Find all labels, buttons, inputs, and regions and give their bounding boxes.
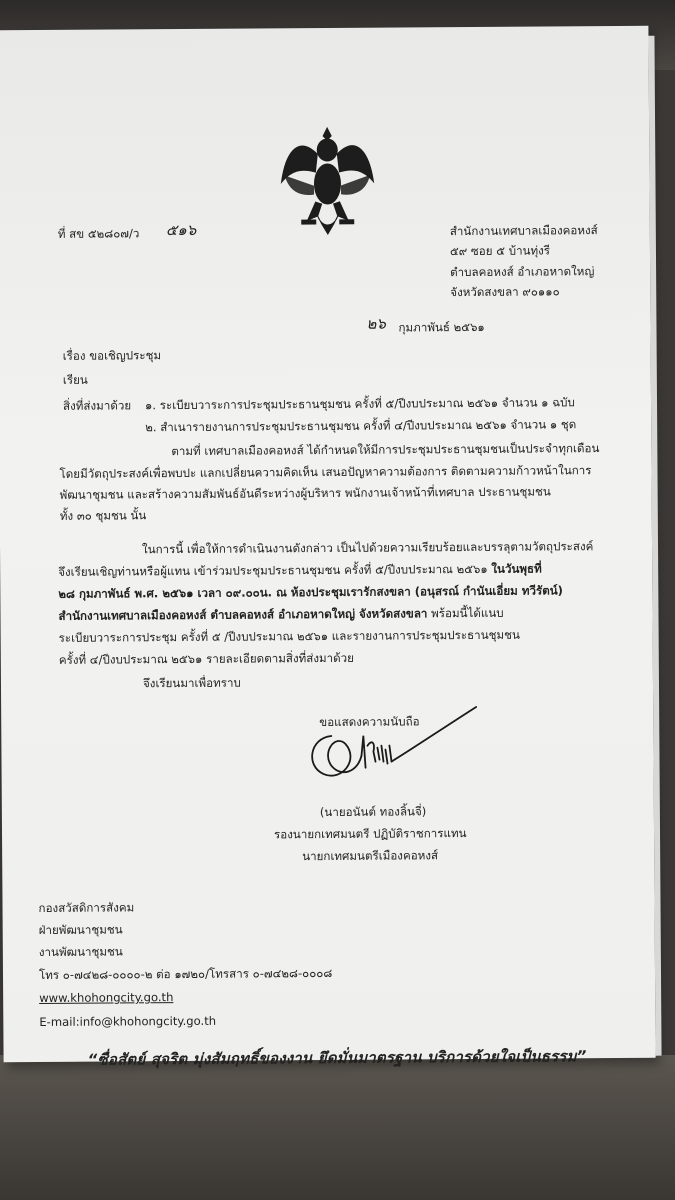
paragraph-2-line-4 [58, 605, 503, 624]
paper-edge [648, 36, 661, 1056]
paragraph-2-line-2-bold: ในวันพุธที่ [491, 561, 542, 576]
department-line-2: ฝ่ายพัฒนาชุมชน [38, 922, 123, 938]
sender-address-line-1: สำนักงานเทศบาลเมืองคอหงส์ [449, 223, 598, 239]
paragraph-1-line-1: ตามที่ เทศบาลเมืองคอหงส์ ได้กำหนดให้มีการประชุมประธานชุมชนเป็นประจำทุกเดือน [171, 441, 600, 459]
website-link: www.khohongcity.go.th [39, 990, 174, 1006]
paragraph-2-line-4-text: พร้อมนี้ได้แนบ [427, 605, 504, 621]
paragraph-2-meeting-datetime: ๒๘ กุมภาพันธ์ พ.ศ. ๒๕๖๑ เวลา ๐๙.๐๐น. ณ ห้องประชุมเรารักสงขลา (อนุสรณ์ กำนันเอี่ยม ทวีรัตน์) [58, 583, 563, 601]
paragraph-2-line-5: ระเบียบวาระการประชุม ครั้งที่ ๕ /ปีงบประมาณ ๒๕๖๑ และรายงานการประชุมประธานชุมชน [58, 627, 520, 645]
signer-title-2: นายกเทศมนตรีเมืองคอหงส์ [302, 848, 439, 864]
letter-date: กุมภาพันธ์ ๒๕๖๑ [398, 319, 485, 335]
department-line-3: งานพัฒนาชุมชน [38, 944, 123, 960]
paragraph-1-line-4: ทั้ง ๓๐ ชุมชน นั้น [59, 508, 147, 523]
sender-address-line-3: ตำบลคอหงส์ อำเภอหาดใหญ่ [450, 264, 595, 280]
signer-name: (นายอนันต์ ทองลิ้นจี่) [319, 804, 427, 820]
contact-phone: โทร ๐-๗๔๒๘-๐๐๐๐-๒ ต่อ ๑๗๒๐/โทรสาร ๐-๗๔๒๘-๐๐๐๘ [38, 965, 333, 983]
letter-subject: เรื่อง ขอเชิญประชุม [62, 348, 162, 363]
closing-request: จึงเรียนมาเพื่อทราบ [142, 675, 241, 691]
enclosure-item-2: ๒. สำเนารายงานการประชุมประธานชุมชน ครั้งที่ ๔/ปีงบประมาณ ๒๕๖๑ จำนวน ๑ ชุด [145, 417, 577, 435]
closing-regards: ขอแสดงความนับถือ [319, 714, 420, 730]
paragraph-2-meeting-venue: สำนักงานเทศบาลเมืองคอหงส์ ตำบลคอหงส์ อำเภอหาดใหญ่ จังหวัดสงขลา [58, 606, 428, 623]
desk-background-bottom [0, 1055, 675, 1200]
paragraph-2-line-2 [58, 560, 542, 579]
garuda-emblem-icon [277, 124, 378, 237]
department-line-1: กองสวัสดิการสังคม [38, 900, 135, 916]
signer-title-1: รองนายกเทศมนตรี ปฏิบัติราชการแทน [273, 826, 467, 842]
enclosure-label: สิ่งที่ส่งมาด้วย [62, 398, 132, 413]
contact-email: E-mail:info@khohongcity.go.th [39, 1013, 217, 1030]
date-day-handwritten: ๒๖ [366, 314, 386, 333]
sender-address-line-2: ๕๙ ซอย ๕ บ้านทุ่งรี [449, 243, 551, 259]
paragraph-2-line-6: ครั้งที่ ๔/ปีงบประมาณ ๒๕๖๑ รายละเอียดตามสิ่งที่ส่งมาด้วย [58, 650, 355, 667]
paragraph-1-line-3: พัฒนาชุมชน และสร้างความสัมพันธ์อันดีระหว่างผู้บริหาร พนักงานเจ้าหน้าที่เทศบาล ประธานชุมชน [59, 484, 551, 502]
organization-motto: “ซื่อสัตย์ สุจริต มุ่งสัมฤทธิ์ของงาน ยึดมั่นมาตรฐาน บริการด้วยใจเป็นธรรม” [87, 1047, 587, 1069]
sender-address-line-4: จังหวัดสงขลา ๙๐๑๑๐ [450, 284, 560, 300]
letter-salutation: เรียน [62, 372, 88, 387]
reference-handwritten: ๕๑๖ [165, 220, 197, 240]
paragraph-1-line-2: โดยมีวัตถุประสงค์เพื่อพบปะ แลกเปลี่ยนความคิดเห็น เสนอปัญหาความต้องการ ติดตามความก้าวหน้าในการ [59, 463, 592, 481]
paragraph-2-line-2-text: จึงเรียนเชิญท่านหรือผู้แทน เข้าร่วมประชุมประธานชุมชน ครั้งที่ ๕/ปีงบประมาณ ๒๕๖๑ [58, 561, 492, 579]
letter-paper [0, 26, 656, 1069]
handwritten-signature [301, 695, 482, 791]
reference-number: ที่ สข ๕๒๘๐๗/ว [57, 226, 140, 241]
paragraph-2-line-1: ในการนี้ เพื่อให้การดำเนินงานดังกล่าว เป็นไปด้วยความเรียบร้อยและบรรลุตามวัตถุประสงค์ [141, 539, 594, 557]
enclosure-item-1: ๑. ระเบียบวาระการประชุมประธานชุมชน ครั้งที่ ๕/ปีงบประมาณ ๒๕๖๑ จำนวน ๑ ฉบับ [144, 395, 575, 413]
